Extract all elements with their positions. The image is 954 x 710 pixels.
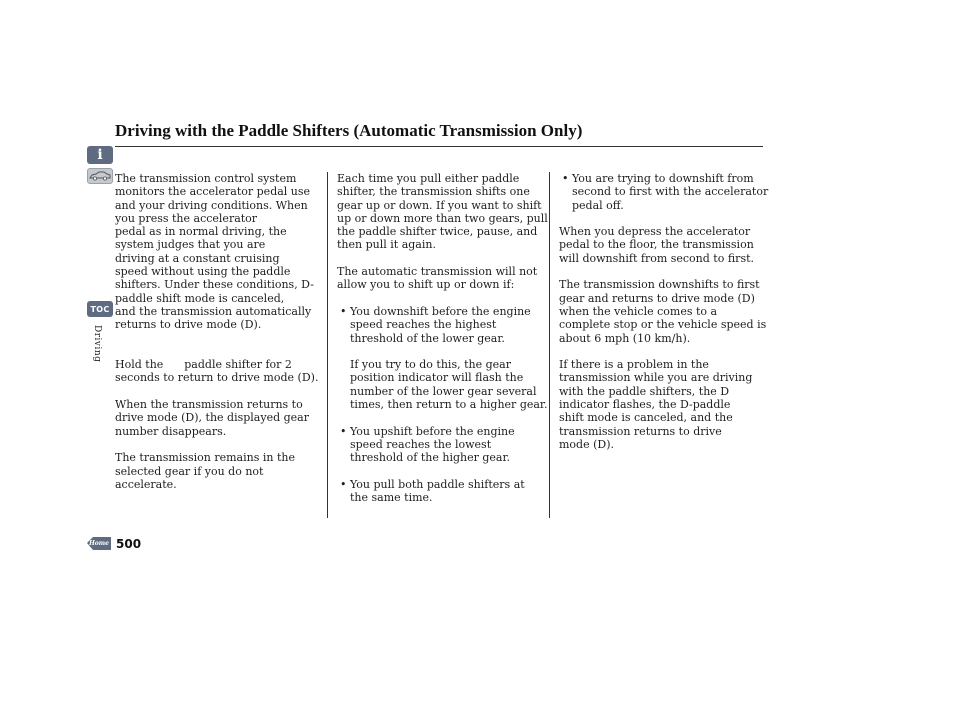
text-line: you press the accelerator — [115, 211, 258, 225]
text-line: times, then return to a higher gear. — [350, 398, 548, 412]
text-line: When the transmission returns to — [115, 398, 303, 412]
text-line: The transmission control system — [115, 172, 297, 185]
column1-paragraph-1 — [115, 172, 327, 332]
toc-button[interactable] — [87, 301, 113, 317]
text-line: number disappears. — [115, 424, 227, 438]
text-line: monitors the accelerator pedal use — [115, 185, 311, 199]
text-line: • You upshift before the engine — [350, 424, 515, 438]
text-line: If there is a problem in the — [559, 358, 709, 372]
text-line: when the vehicle comes to a — [559, 304, 718, 318]
text-line: then pull it again. — [337, 238, 436, 252]
text-line: paddle shift mode is canceled, — [115, 291, 285, 305]
title-divider — [115, 146, 763, 147]
text-line: mode (D). — [559, 437, 614, 451]
text-line: pedal off. — [572, 198, 624, 212]
text-line: position indicator will flash the — [350, 371, 524, 385]
text-line: up or down more than two gears, pull — [337, 211, 548, 225]
text-line: threshold of the higher gear. — [350, 451, 511, 465]
column2-paragraph-2 — [337, 265, 549, 292]
text-line: • You pull both paddle shifters at — [350, 477, 525, 491]
text-line: speed reaches the lowest — [350, 437, 492, 451]
text-line: pedal as in normal driving, the — [115, 225, 287, 239]
text-line: threshold of the lower gear. — [350, 331, 505, 345]
home-button[interactable] — [86, 536, 112, 551]
column3-paragraph-3 — [559, 358, 769, 451]
text-line: shift mode is canceled, and the — [559, 411, 733, 425]
column3-paragraph-2 — [559, 278, 769, 344]
text-line: speed without using the paddle — [115, 265, 291, 279]
text-line: • You downshift before the engine — [350, 304, 531, 318]
text-line: system judges that you are — [115, 238, 266, 252]
column-divider — [327, 172, 328, 518]
page-number: 500 — [116, 537, 142, 551]
text-line: indicator flashes, the D-paddle — [559, 398, 731, 412]
text-line: with the paddle shifters, the D — [559, 384, 730, 398]
column-divider — [549, 172, 550, 518]
bullet-item — [559, 172, 769, 212]
text-line: shifters. Under these conditions, D- — [115, 278, 314, 292]
text-line: When you depress the accelerator — [559, 225, 751, 239]
text-line: Each time you pull either paddle — [337, 172, 520, 185]
text-line: If you try to do this, the gear — [350, 358, 511, 372]
info-icon: i — [97, 147, 103, 163]
text-line: Hold the paddle shifter for 2 — [115, 358, 292, 372]
column-2 — [337, 172, 549, 518]
text-line: transmission while you are driving — [559, 371, 753, 385]
text-line: • You are trying to downshift from — [572, 172, 754, 185]
text-line: second to first with the accelerator — [572, 185, 769, 199]
info-button[interactable] — [87, 146, 113, 164]
home-label: Home — [89, 540, 109, 547]
page-title: Driving with the Paddle Shifters (Automatic Transmission Only) — [115, 121, 583, 140]
text-line: and the transmission automatically — [115, 304, 312, 318]
bullet-item — [337, 305, 549, 345]
toc-label: TOC — [90, 304, 110, 314]
column1-paragraph-3 — [115, 398, 327, 438]
text-line: The transmission remains in the — [115, 451, 295, 465]
column3-paragraph-1 — [559, 225, 769, 265]
text-line: about 6 mph (10 km/h). — [559, 331, 691, 345]
text-line: allow you to shift up or down if: — [337, 278, 515, 292]
text-line: The automatic transmission will not — [337, 265, 538, 279]
text-line: gear and returns to drive mode (D) — [559, 291, 755, 305]
bullet-item — [337, 425, 549, 465]
text-line: seconds to return to drive mode (D). — [115, 371, 319, 385]
bullet-note — [337, 358, 549, 411]
text-line: the same time. — [350, 491, 433, 505]
column-3 — [559, 172, 769, 465]
text-line: and your driving conditions. When — [115, 198, 308, 212]
column-1 — [115, 172, 327, 504]
text-line: selected gear if you do not accelerate. — [115, 464, 264, 491]
text-line: returns to drive mode (D). — [115, 318, 262, 332]
text-line: speed reaches the highest — [350, 318, 497, 332]
section-label: Driving — [92, 325, 102, 363]
car-icon — [89, 171, 111, 181]
text-line: transmission returns to drive — [559, 424, 722, 438]
column1-paragraph-2 — [115, 345, 327, 385]
text-line: gear up or down. If you want to shift — [337, 198, 542, 212]
text-line: complete stop or the vehicle speed is — [559, 318, 767, 332]
text-line: The transmission downshifts to first — [559, 278, 760, 292]
text-line: will downshift from second to first. — [559, 251, 755, 265]
column1-paragraph-4 — [115, 451, 327, 491]
vehicle-index-button[interactable] — [87, 168, 113, 184]
text-line: shifter, the transmission shifts one — [337, 185, 530, 199]
text-line: drive mode (D), the displayed gear — [115, 411, 309, 425]
bullet-item — [337, 478, 549, 505]
column2-paragraph-1 — [337, 172, 549, 252]
text-line: driving at a constant cruising — [115, 251, 280, 265]
text-line: the paddle shifter twice, pause, and — [337, 225, 538, 239]
text-line: number of the lower gear several — [350, 384, 537, 398]
text-line: pedal to the floor, the transmission — [559, 238, 754, 252]
